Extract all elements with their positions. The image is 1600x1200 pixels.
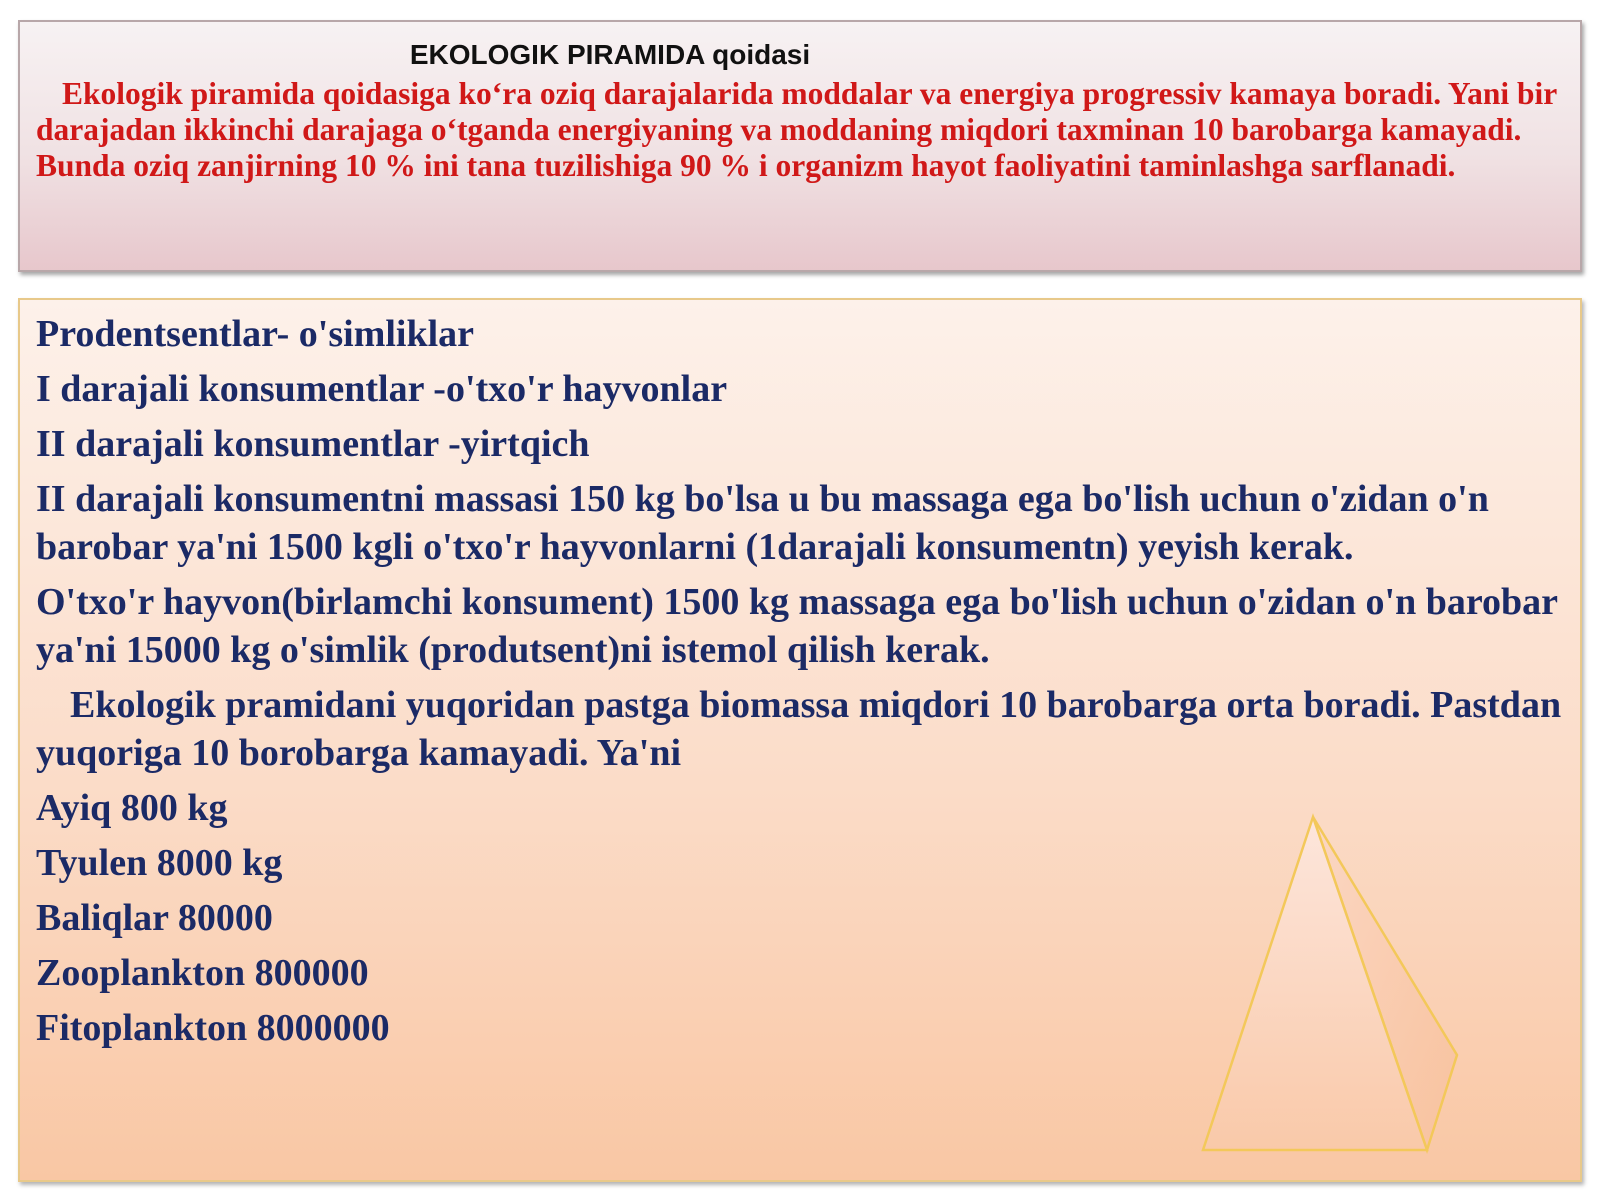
pyramid-shape <box>1195 805 1480 1160</box>
biomass-rule-paragraph: Ekologik pramidani yuqoridan pastga biomassa miqdori 10 barobarga orta boradi. Pastdan yuqoriga 10 borobarga kamayadi. Ya'ni <box>36 684 1562 774</box>
fish-line: Baliqlar 80000 <box>36 897 273 939</box>
bear-line: Ayiq 800 kg <box>36 787 228 829</box>
rule-header-box <box>18 20 1582 272</box>
page-title: EKOLOGIK PIRAMIDA qoidasi <box>409 39 811 70</box>
secondary-consumers-line: II darajali konsumentlar -yirtqich <box>36 423 590 465</box>
seal-line: Tyulen 8000 kg <box>36 842 283 884</box>
phytoplankton-line: Fitoplankton 8000000 <box>36 1007 390 1049</box>
rule-description: Ekologik piramida qoidasiga ko‘ra oziq darajalarida moddalar va energiya progressiv kamaya boradi. Yani bir darajadan ikkinchi darajaga o‘tganda energiyaning va moddaning miqdori taxminan 10 barobarga kamayadi. Bunda oziq zanjirning 10 % ini tana tuzilishiga 90 % i organizm hayot faoliyatini taminlashga sarflanadi. <box>36 76 1557 183</box>
herbivore-mass-paragraph: O'txo'r hayvon(birlamchi konsument) 1500 kg massaga ega bo'lish uchun o'zidan o'n barobar ya'ni 15000 kg o'simlik (produtsent)ni istemol qilish kerak. <box>36 581 1558 671</box>
producers-line: Prodentsentlar- o'simliklar <box>36 313 475 355</box>
secondary-consumer-mass-paragraph: II darajali konsumentni massasi 150 kg bo'lsa u bu massaga ega bo'lish uchun o'zidan o'n barobar ya'ni 1500 kgli o'txo'r hayvonlarni (1darajali konsumentn) yeyish kerak. <box>36 478 1489 568</box>
primary-consumers-line: I darajali konsumentlar -o'txo'r hayvonlar <box>36 368 728 410</box>
zooplankton-line: Zooplankton 800000 <box>36 952 369 994</box>
